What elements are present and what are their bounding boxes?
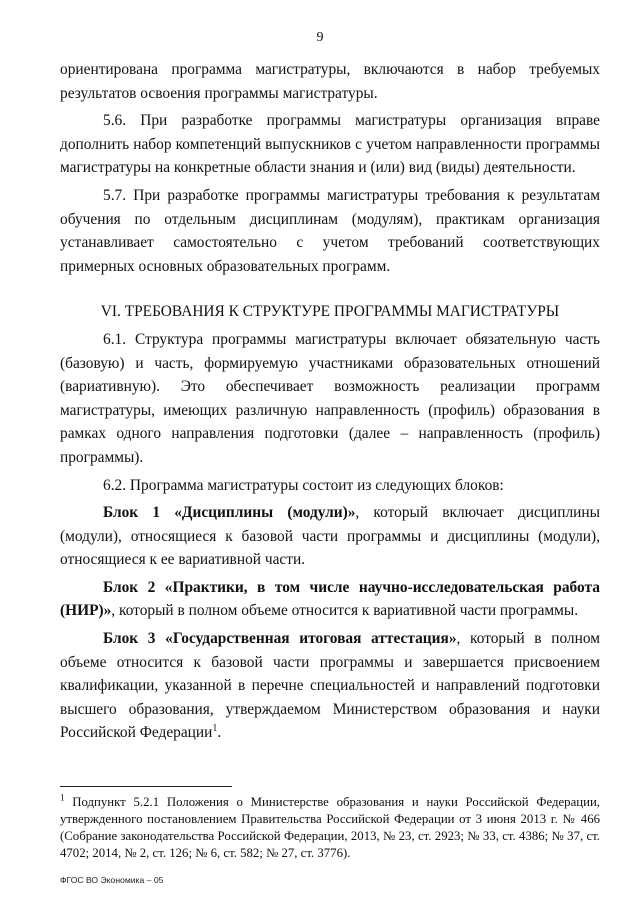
block-3-title: Блок 3 «Государственная итоговая аттестация»	[103, 630, 457, 648]
paragraph-continuation: ориентирована программа магистратуры, включаются в набор требуемых результатов освоения программы магистратуры.	[60, 61, 600, 102]
paragraph-block-2	[60, 576, 600, 623]
block-3-text: , который в полном объеме относится к базовой части программы и завершается присвоением квалификации, указанной в перечне специальностей и направлений подготовки высшего образования, утверждаемом Министерством образования и науки Российской Федерации	[60, 630, 600, 742]
footnote-marker: 1	[60, 792, 65, 803]
paragraph-5-7: 5.7. При разработке программы магистратуры требования к результатам обучения по отдельным дисциплинам (модулям), практикам организация устанавливает самостоятельно с учетом требований соответствующих примерных основных образовательных программ.	[60, 186, 600, 275]
paragraph-6-1: 6.1. Структура программы магистратуры включает обязательную часть (базовую) и часть, формируемую участниками образовательных отношений (вариативную). Это обеспечивает возможность реализации программ магистратуры, имеющих различную направленность (профиль) образования в рамках одного направления подготовки (далее – направленность (профиль) программы).	[60, 330, 600, 466]
paragraph-6-2: 6.2. Программа магистратуры состоит из следующих блоков:	[103, 476, 504, 494]
document-code: ФГОС ВО Экономика – 05	[60, 875, 164, 885]
block-2-title: Блок 2 «Практики, в том числе научно-исследовательская работа (НИР)»	[60, 578, 600, 620]
footnote-reference[interactable]: 1	[212, 723, 218, 735]
footnote-text: Подпункт 5.2.1 Положения о Министерстве образования и науки Российской Федерации, утвержденного постановлением Правительства Российской Федерации от 3 июня 2013 г. № 466 (Собрание законодательства Российской Федерации, 2013, № 23, ст. 2923; № 33, ст. 4386; № 37, ст. 4702; 2014, № 2, ст. 126; № 6, ст. 582; № 27, ст. 3776).	[60, 795, 600, 860]
block-1-title: Блок 1 «Дисциплины (модули)»	[103, 504, 356, 522]
footnote-separator	[60, 786, 232, 787]
block-3-end: .	[217, 724, 222, 742]
footnote	[60, 794, 600, 862]
paragraph-block-3	[60, 627, 600, 745]
paragraph-5-6: 5.6. При разработке программы магистратуры организация вправе дополнить набор компетенций выпускников с учетом направленности программы магистратуры на конкретные области знания и (или) вид (виды) деятельности.	[60, 112, 600, 177]
page-number: 9	[316, 30, 324, 45]
block-2-text: , который в полном объеме относится к вариативной части программы.	[111, 602, 579, 620]
paragraph-block-1	[60, 501, 600, 572]
body-text	[60, 58, 600, 745]
section-heading: VI. ТРЕБОВАНИЯ К СТРУКТУРЕ ПРОГРАММЫ МАГИСТРАТУРЫ	[100, 303, 560, 321]
block-1-text: , который включает дисциплины (модули), относящиеся к базовой части программы и дисциплины (модули), относящиеся к ее вариативной части.	[60, 504, 600, 569]
